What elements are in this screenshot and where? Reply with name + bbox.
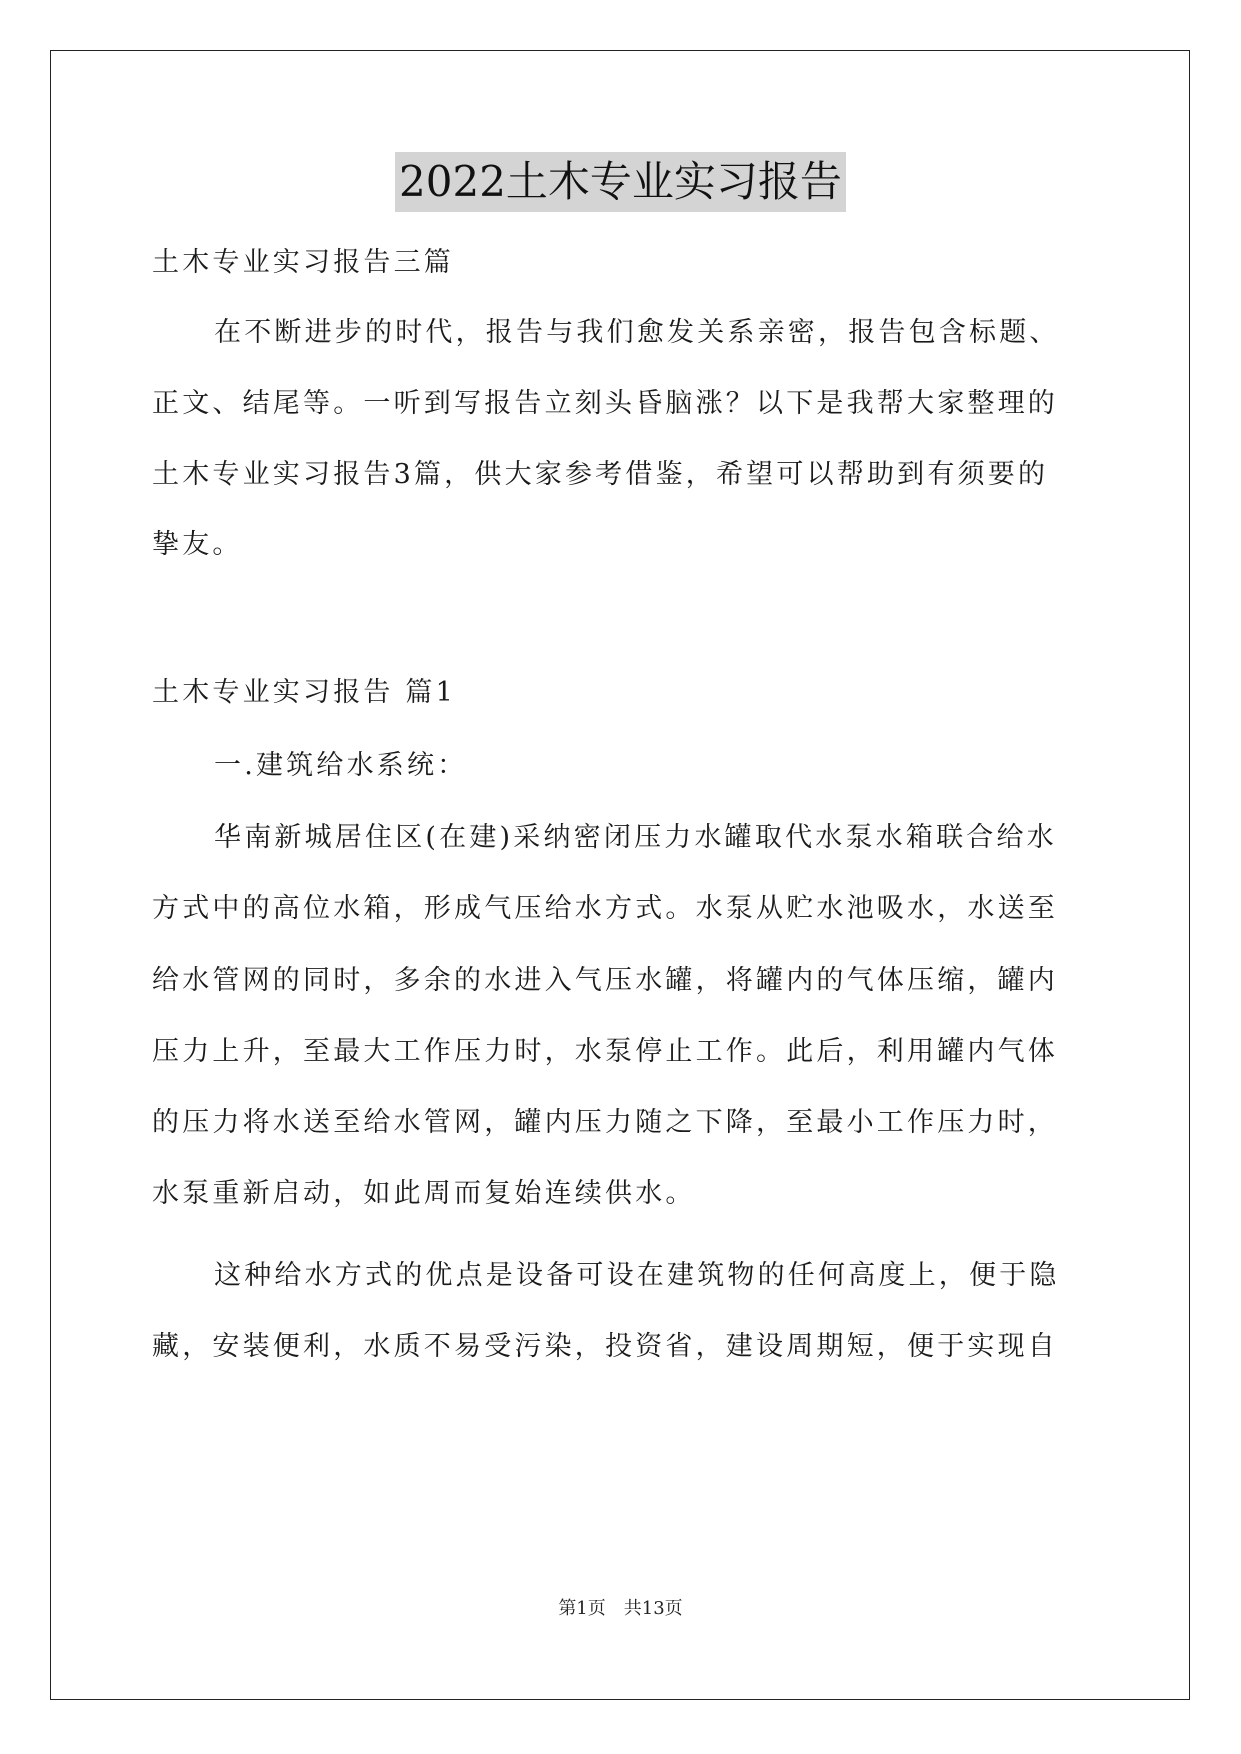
subtitle: 土木专业实习报告三篇 [152,247,454,278]
paragraph-line: 藏，安装便利，水质不易受污染，投资省，建设周期短，便于实现自 [152,1331,1058,1362]
section-heading: 土木专业实习报告 篇1 [152,677,456,708]
paragraph-line: 华南新城居住区(在建)采纳密闭压力水罐取代水泵水箱联合给水 [214,822,1057,853]
paragraph-line: 这种给水方式的优点是设备可设在建筑物的任何高度上，便于隐 [214,1260,1060,1291]
paragraph-line: 压力上升，至最大工作压力时，水泵停止工作。此后，利用罐内气体 [152,1036,1058,1067]
intro-line: 正文、结尾等。一听到写报告立刻头昏脑涨？以下是我帮大家整理的 [152,388,1058,419]
paragraph-line: 方式中的高位水箱，形成气压给水方式。水泵从贮水池吸水，水送至 [152,893,1058,924]
document-title: 2022土木专业实习报告 [395,152,846,212]
intro-line: 挚友。 [152,529,243,560]
page-footer: 第1页 共13页 [558,1598,683,1619]
paragraph-line: 的压力将水送至给水管网，罐内压力随之下降，至最小工作压力时， [152,1107,1058,1138]
intro-line: 在不断进步的时代，报告与我们愈发关系亲密，报告包含标题、 [214,317,1060,348]
page-border [50,50,1190,1700]
paragraph-line: 水泵重新启动，如此周而复始连续供水。 [152,1178,696,1209]
subsection-heading: 一.建筑给水系统： [214,750,468,781]
intro-line: 土木专业实习报告3篇，供大家参考借鉴，希望可以帮助到有须要的 [152,459,1049,490]
paragraph-line: 给水管网的同时，多余的水进入气压水罐，将罐内的气体压缩，罐内 [152,965,1058,996]
title-wrap [0,152,1241,212]
